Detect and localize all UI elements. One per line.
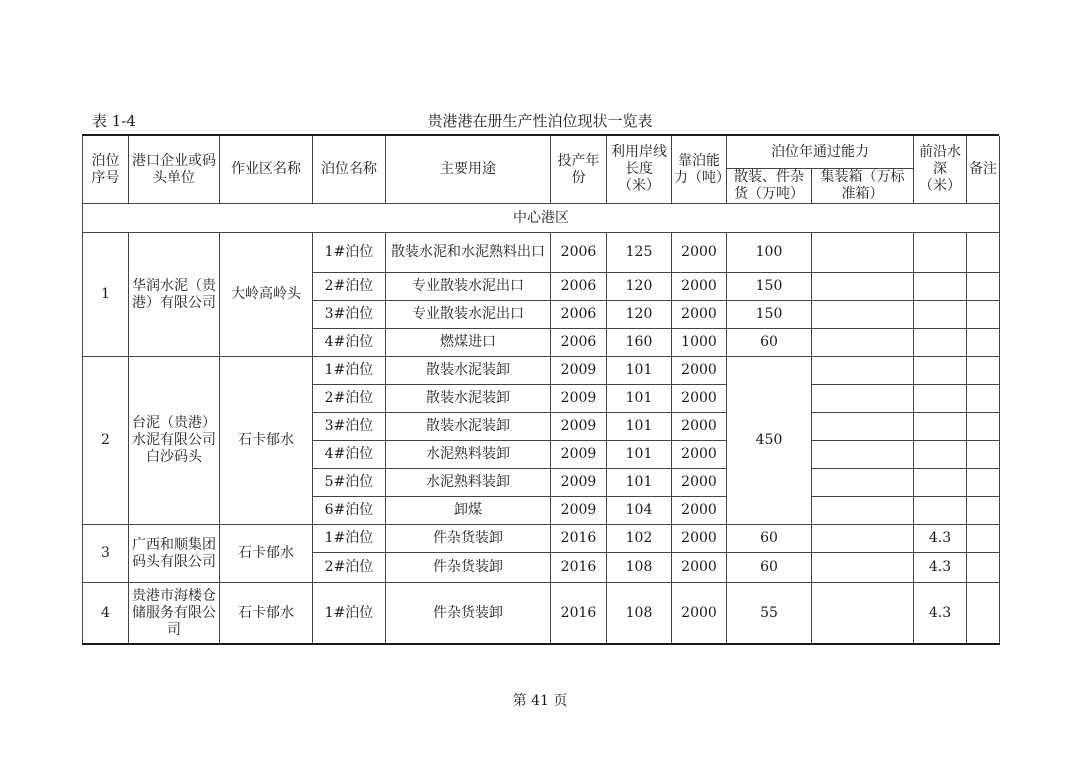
capacity-cell: 2000 xyxy=(672,583,727,645)
depth-cell xyxy=(914,329,967,357)
zone-cell: 石卡郁水 xyxy=(220,357,313,525)
berth-cell: 1#泊位 xyxy=(313,525,386,553)
table-label: 表 1-4 xyxy=(92,112,136,130)
berth-cell: 5#泊位 xyxy=(313,469,386,497)
year-cell: 2009 xyxy=(551,357,607,385)
seq-cell: 1 xyxy=(83,233,129,357)
header-throughput: 泊位年通过能力 xyxy=(727,136,914,169)
container-cell xyxy=(812,525,914,553)
remark-cell xyxy=(967,525,1000,553)
berth-cell: 1#泊位 xyxy=(313,233,386,273)
usage-cell: 燃煤进口 xyxy=(386,329,551,357)
usage-cell: 水泥熟料装卸 xyxy=(386,469,551,497)
container-cell xyxy=(812,273,914,301)
berth-cell: 1#泊位 xyxy=(313,357,386,385)
capacity-cell: 1000 xyxy=(672,329,727,357)
usage-cell: 散装水泥装卸 xyxy=(386,385,551,413)
remark-cell xyxy=(967,469,1000,497)
header-year: 投产年份 xyxy=(551,136,607,204)
year-cell: 2006 xyxy=(551,301,607,329)
usage-cell: 散装水泥装卸 xyxy=(386,413,551,441)
capacity-cell: 2000 xyxy=(672,233,727,273)
berth-cell: 3#泊位 xyxy=(313,301,386,329)
berth-table xyxy=(82,136,1000,645)
capacity-cell: 2000 xyxy=(672,525,727,553)
usage-cell: 件杂货装卸 xyxy=(386,583,551,645)
remark-cell xyxy=(967,553,1000,583)
berth-cell: 1#泊位 xyxy=(313,583,386,645)
year-cell: 2009 xyxy=(551,413,607,441)
container-cell xyxy=(812,357,914,385)
container-cell xyxy=(812,233,914,273)
berth-cell: 4#泊位 xyxy=(313,441,386,469)
length-cell: 125 xyxy=(607,233,672,273)
depth-cell xyxy=(914,385,967,413)
length-cell: 101 xyxy=(607,357,672,385)
remark-cell xyxy=(967,357,1000,385)
depth-cell: 4.3 xyxy=(914,553,967,583)
header-length: 利用岸线长度（米） xyxy=(607,136,672,204)
table-row xyxy=(83,233,1000,273)
berth-cell: 4#泊位 xyxy=(313,329,386,357)
header-capacity: 靠泊能力（吨） xyxy=(672,136,727,204)
container-cell xyxy=(812,385,914,413)
usage-cell: 专业散装水泥出口 xyxy=(386,273,551,301)
usage-cell: 专业散装水泥出口 xyxy=(386,301,551,329)
capacity-cell: 2000 xyxy=(672,469,727,497)
zone-cell: 大岭高岭头 xyxy=(220,233,313,357)
capacity-cell: 2000 xyxy=(672,301,727,329)
container-cell xyxy=(812,469,914,497)
length-cell: 104 xyxy=(607,497,672,525)
bulk-cell: 100 xyxy=(727,233,812,273)
year-cell: 2009 xyxy=(551,385,607,413)
usage-cell: 散装水泥装卸 xyxy=(386,357,551,385)
capacity-cell: 2000 xyxy=(672,273,727,301)
header-remark: 备注 xyxy=(967,136,1000,204)
container-cell xyxy=(812,553,914,583)
length-cell: 108 xyxy=(607,583,672,645)
year-cell: 2016 xyxy=(551,583,607,645)
remark-cell xyxy=(967,583,1000,645)
remark-cell xyxy=(967,233,1000,273)
seq-cell: 2 xyxy=(83,357,129,525)
container-cell xyxy=(812,329,914,357)
capacity-cell: 2000 xyxy=(672,441,727,469)
company-cell: 贵港市海楼仓储服务有限公司 xyxy=(129,583,220,645)
header-company: 港口企业或码头单位 xyxy=(129,136,220,204)
depth-cell xyxy=(914,357,967,385)
bulk-cell: 150 xyxy=(727,273,812,301)
depth-cell xyxy=(914,273,967,301)
table-row xyxy=(83,357,1000,385)
zone-cell: 石卡郁水 xyxy=(220,583,313,645)
depth-cell xyxy=(914,301,967,329)
length-cell: 101 xyxy=(607,441,672,469)
berth-cell: 2#泊位 xyxy=(313,385,386,413)
table-row xyxy=(83,525,1000,553)
length-cell: 101 xyxy=(607,413,672,441)
zone-cell: 石卡郁水 xyxy=(220,525,313,583)
depth-cell xyxy=(914,413,967,441)
year-cell: 2009 xyxy=(551,441,607,469)
depth-cell: 4.3 xyxy=(914,525,967,553)
length-cell: 101 xyxy=(607,385,672,413)
bulk-cell-merged: 450 xyxy=(727,357,812,525)
header-bulk: 散装、件杂货（万吨） xyxy=(727,169,812,204)
length-cell: 120 xyxy=(607,301,672,329)
length-cell: 160 xyxy=(607,329,672,357)
remark-cell xyxy=(967,385,1000,413)
header-usage: 主要用途 xyxy=(386,136,551,204)
header-container: 集装箱（万标准箱） xyxy=(812,169,914,204)
remark-cell xyxy=(967,273,1000,301)
usage-cell: 件杂货装卸 xyxy=(386,525,551,553)
capacity-cell: 2000 xyxy=(672,553,727,583)
year-cell: 2006 xyxy=(551,273,607,301)
depth-cell xyxy=(914,497,967,525)
capacity-cell: 2000 xyxy=(672,413,727,441)
remark-cell xyxy=(967,413,1000,441)
bulk-cell: 55 xyxy=(727,583,812,645)
capacity-cell: 2000 xyxy=(672,385,727,413)
company-cell: 广西和顺集团码头有限公司 xyxy=(129,525,220,583)
usage-cell: 水泥熟料装卸 xyxy=(386,441,551,469)
year-cell: 2009 xyxy=(551,469,607,497)
remark-cell xyxy=(967,441,1000,469)
capacity-cell: 2000 xyxy=(672,357,727,385)
berth-cell: 6#泊位 xyxy=(313,497,386,525)
usage-cell: 散装水泥和水泥熟料出口 xyxy=(386,233,551,273)
bulk-cell: 60 xyxy=(727,553,812,583)
remark-cell xyxy=(967,497,1000,525)
berth-cell: 2#泊位 xyxy=(313,553,386,583)
depth-cell: 4.3 xyxy=(914,583,967,645)
length-cell: 101 xyxy=(607,469,672,497)
table-title: 贵港港在册生产性泊位现状一览表 xyxy=(427,112,653,130)
company-cell: 台泥（贵港）水泥有限公司白沙码头 xyxy=(129,357,220,525)
container-cell xyxy=(812,413,914,441)
page-number: 第 41 页 xyxy=(512,693,568,709)
remark-cell xyxy=(967,329,1000,357)
bulk-cell: 60 xyxy=(727,329,812,357)
container-cell xyxy=(812,497,914,525)
header-zone: 作业区名称 xyxy=(220,136,313,204)
year-cell: 2016 xyxy=(551,553,607,583)
company-cell: 华润水泥（贵港）有限公司 xyxy=(129,233,220,357)
container-cell xyxy=(812,301,914,329)
section-row: 中心港区 xyxy=(83,204,1000,233)
table-row xyxy=(83,583,1000,645)
container-cell xyxy=(812,583,914,645)
depth-cell xyxy=(914,469,967,497)
length-cell: 120 xyxy=(607,273,672,301)
year-cell: 2006 xyxy=(551,233,607,273)
berth-cell: 3#泊位 xyxy=(313,413,386,441)
year-cell: 2006 xyxy=(551,329,607,357)
header-seq: 泊位序号 xyxy=(83,136,129,204)
bulk-cell: 60 xyxy=(727,525,812,553)
bulk-cell: 150 xyxy=(727,301,812,329)
depth-cell xyxy=(914,441,967,469)
depth-cell xyxy=(914,233,967,273)
berth-cell: 2#泊位 xyxy=(313,273,386,301)
header-depth: 前沿水深（米） xyxy=(914,136,967,204)
remark-cell xyxy=(967,301,1000,329)
seq-cell: 3 xyxy=(83,525,129,583)
year-cell: 2016 xyxy=(551,525,607,553)
header-berth: 泊位名称 xyxy=(313,136,386,204)
capacity-cell: 2000 xyxy=(672,497,727,525)
container-cell xyxy=(812,441,914,469)
usage-cell: 件杂货装卸 xyxy=(386,553,551,583)
length-cell: 108 xyxy=(607,553,672,583)
length-cell: 102 xyxy=(607,525,672,553)
seq-cell: 4 xyxy=(83,583,129,645)
year-cell: 2009 xyxy=(551,497,607,525)
usage-cell: 卸煤 xyxy=(386,497,551,525)
